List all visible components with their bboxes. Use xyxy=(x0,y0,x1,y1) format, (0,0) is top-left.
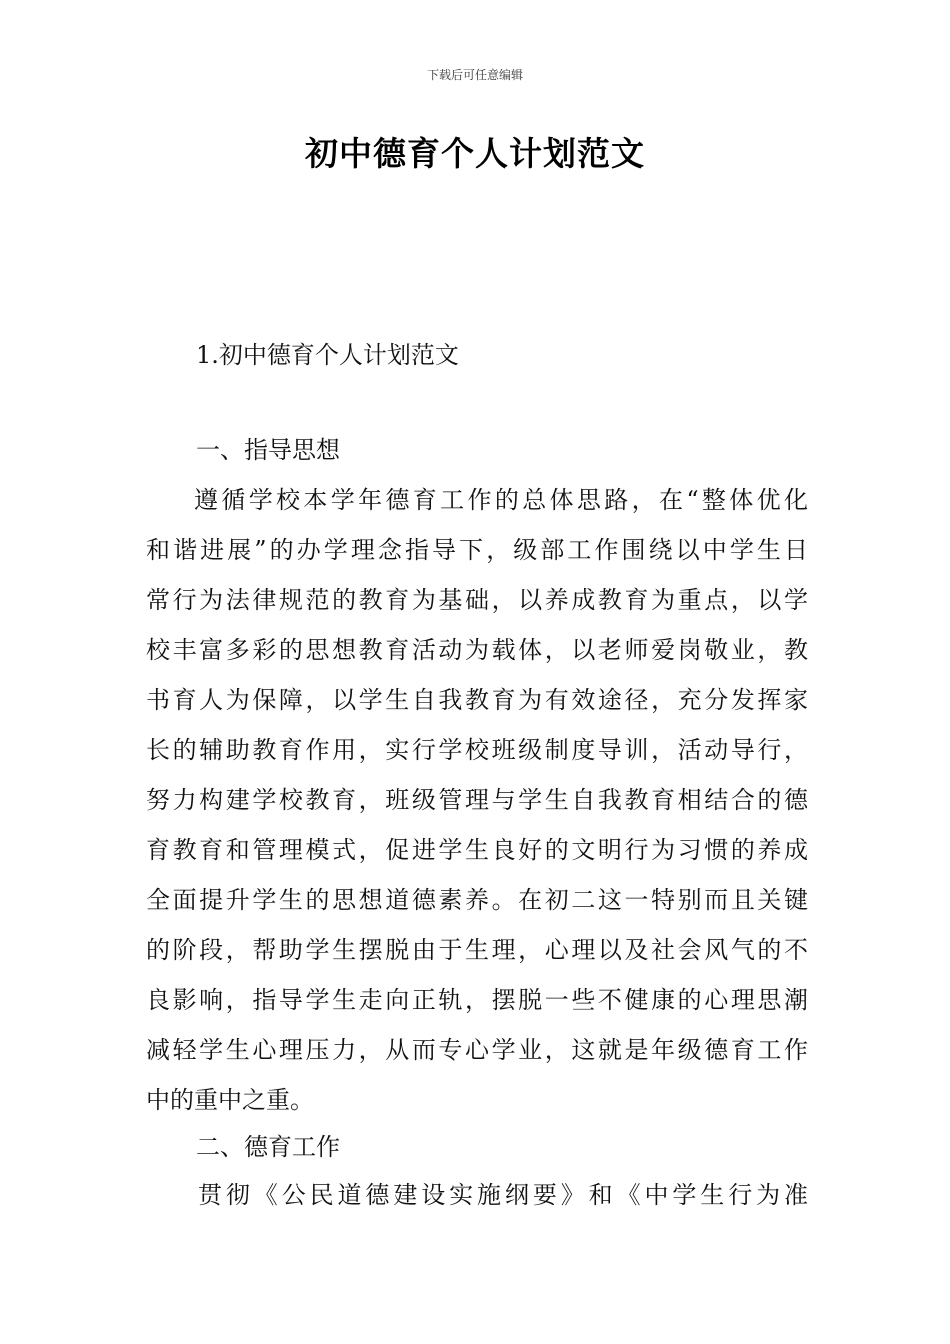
paragraph-line: 减轻学生心理压力，从而专心学业，这就是年级德育工作 xyxy=(146,1036,808,1064)
paragraph-line: 遵循学校本学年德育工作的总体思路，在“整体优化 xyxy=(194,486,808,514)
paragraph-line: 校丰富多彩的思想教育活动为载体，以老师爱岗敬业，教 xyxy=(146,636,808,664)
paragraph-line: 书育人为保障，以学生自我教育为有效途径，充分发挥家 xyxy=(146,686,808,714)
numbered-heading: 1.初中德育个人计划范文 xyxy=(196,341,459,369)
paragraph-line: 的阶段，帮助学生摆脱由于生理，心理以及社会风气的不 xyxy=(146,936,808,964)
paragraph-line: 育教育和管理模式，促进学生良好的文明行为习惯的养成 xyxy=(146,836,808,864)
paragraph-line: 全面提升学生的思想道德素养。在初二这一特别而且关键 xyxy=(146,886,808,914)
section-two-heading: 二、德育工作 xyxy=(196,1133,340,1161)
paragraph-line: 贯彻《公民道德建设实施纲要》和《中学生行为准 xyxy=(198,1181,808,1209)
section-two-paragraph xyxy=(146,1170,808,1220)
paragraph-line: 长的辅助教育作用，实行学校班级制度导训，活动导行， xyxy=(146,736,808,764)
paragraph-line: 中的重中之重。 xyxy=(146,1086,314,1114)
header-note: 下载后可任意编辑 xyxy=(426,68,523,82)
paragraph-line: 努力构建学校教育，班级管理与学生自我教育相结合的德 xyxy=(146,786,808,814)
paragraph-line: 良影响，指导学生走向正轨，摆脱一些不健康的心理思潮 xyxy=(146,986,808,1014)
paragraph-line: 常行为法律规范的教育为基础，以养成教育为重点，以学 xyxy=(146,586,808,614)
section-one-heading: 一、指导思想 xyxy=(196,436,340,464)
paragraph-line: 和谐进展”的办学理念指导下，级部工作围绕以中学生日 xyxy=(146,536,808,564)
document-title: 初中德育个人计划范文 xyxy=(305,134,645,173)
section-one-paragraph xyxy=(146,475,808,1125)
